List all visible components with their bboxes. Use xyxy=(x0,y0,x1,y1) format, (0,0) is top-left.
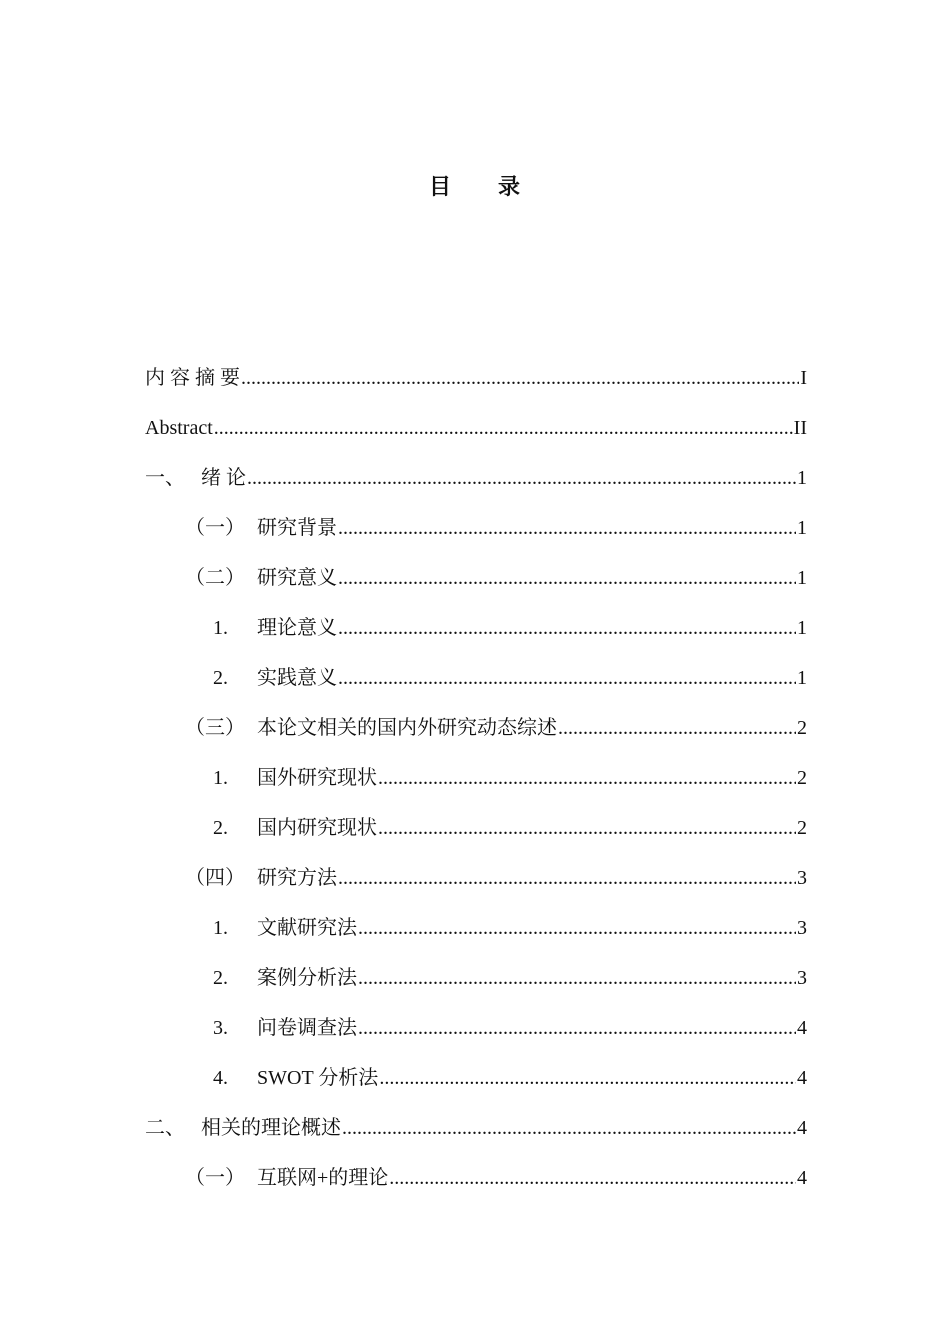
toc-dot-leader xyxy=(338,615,796,641)
toc-dot-leader xyxy=(241,365,799,391)
toc-page-number: 2 xyxy=(797,717,807,739)
toc-entry-title: 问卷调查法 xyxy=(257,1017,357,1039)
toc-page-number: 4 xyxy=(797,1017,807,1039)
toc-entry-title: 案例分析法 xyxy=(257,967,357,989)
toc-entry-number: 一、 xyxy=(145,467,185,489)
toc-dot-leader xyxy=(338,565,796,591)
toc-entry-number: （一） xyxy=(185,1167,245,1189)
toc-page-number: 1 xyxy=(797,567,807,589)
toc-entry-title: 本论文相关的国内外研究动态综述 xyxy=(257,717,557,739)
toc-entry[interactable] xyxy=(145,1015,807,1065)
toc-entry-number: 2. xyxy=(213,817,228,839)
toc-dot-leader xyxy=(389,1165,796,1191)
toc-dot-leader xyxy=(358,965,796,991)
toc-entry[interactable] xyxy=(145,615,807,665)
toc-entry[interactable] xyxy=(145,415,807,465)
toc-entry-number: 二、 xyxy=(145,1117,185,1139)
toc-entry-title: Abstract xyxy=(145,417,213,439)
toc-entry-number: 1. xyxy=(213,617,228,639)
toc-title: 目 录 xyxy=(428,175,521,200)
toc-dot-leader xyxy=(558,715,796,741)
toc-entry-title: 互联网+的理论 xyxy=(257,1167,389,1189)
toc-entry-number: （四） xyxy=(185,867,245,889)
toc-page-number: 3 xyxy=(797,867,807,889)
toc-entry-title: 内 容 摘 要 xyxy=(145,367,240,389)
toc-page-number: 4 xyxy=(797,1117,807,1139)
toc-page-number: 1 xyxy=(797,467,807,489)
toc-entry[interactable] xyxy=(145,565,807,615)
toc-entry-title: 相关的理论概述 xyxy=(201,1117,341,1139)
toc-dot-leader xyxy=(378,765,796,791)
toc-entry[interactable] xyxy=(145,1165,807,1215)
toc-page-number: 4 xyxy=(797,1167,807,1189)
toc-entry-number: 2. xyxy=(213,667,228,689)
toc-entry[interactable] xyxy=(145,865,807,915)
toc-entry-number: 4. xyxy=(213,1067,228,1089)
toc-dot-leader xyxy=(379,1065,796,1091)
toc-page-number: 2 xyxy=(797,817,807,839)
toc-page-number: I xyxy=(800,367,807,389)
toc-entry-title: 国外研究现状 xyxy=(257,767,377,789)
toc-entry[interactable] xyxy=(145,715,807,765)
toc-page-number: 4 xyxy=(797,1067,807,1089)
toc-entry-title: 研究意义 xyxy=(257,567,337,589)
toc-dot-leader xyxy=(378,815,796,841)
toc-entry[interactable] xyxy=(145,1065,807,1115)
toc-entry-number: 3. xyxy=(213,1017,228,1039)
toc-entry[interactable] xyxy=(145,765,807,815)
toc-entry-number: （一） xyxy=(185,517,245,539)
toc-entry[interactable] xyxy=(145,915,807,965)
toc-page-number: II xyxy=(793,417,807,439)
toc-page-number: 1 xyxy=(797,667,807,689)
toc-entry-number: 1. xyxy=(213,767,228,789)
toc-entry[interactable] xyxy=(145,665,807,715)
toc-entry-number: （三） xyxy=(185,717,245,739)
toc-page-number: 2 xyxy=(797,767,807,789)
toc-entry-title: 理论意义 xyxy=(257,617,337,639)
toc-entry[interactable] xyxy=(145,515,807,565)
toc-entry-title: 研究方法 xyxy=(257,867,337,889)
toc-dot-leader xyxy=(214,415,793,441)
toc-entry-number: 2. xyxy=(213,967,228,989)
toc-entry[interactable] xyxy=(145,465,807,515)
toc-entry-title: 绪 论 xyxy=(201,467,246,489)
toc-entry-title: 研究背景 xyxy=(257,517,337,539)
toc-dot-leader xyxy=(358,915,796,941)
toc-dot-leader xyxy=(338,865,796,891)
toc-entry-title: 实践意义 xyxy=(257,667,337,689)
toc-entry-title: 国内研究现状 xyxy=(257,817,377,839)
toc-page-number: 1 xyxy=(797,617,807,639)
toc-dot-leader xyxy=(358,1015,796,1041)
toc-dot-leader xyxy=(338,665,796,691)
toc-page-number: 3 xyxy=(797,967,807,989)
toc-dot-leader xyxy=(342,1115,796,1141)
toc-page-number: 3 xyxy=(797,917,807,939)
table-of-contents xyxy=(145,365,807,1215)
toc-entry[interactable] xyxy=(145,965,807,1015)
toc-entry[interactable] xyxy=(145,815,807,865)
toc-entry[interactable] xyxy=(145,1115,807,1165)
toc-entry-number: 1. xyxy=(213,917,228,939)
toc-dot-leader xyxy=(247,465,796,491)
toc-entry-title: SWOT 分析法 xyxy=(257,1067,379,1089)
toc-entry-title: 文献研究法 xyxy=(257,917,357,939)
toc-entry[interactable] xyxy=(145,365,807,415)
toc-page-number: 1 xyxy=(797,517,807,539)
toc-dot-leader xyxy=(338,515,796,541)
toc-entry-number: （二） xyxy=(185,567,245,589)
